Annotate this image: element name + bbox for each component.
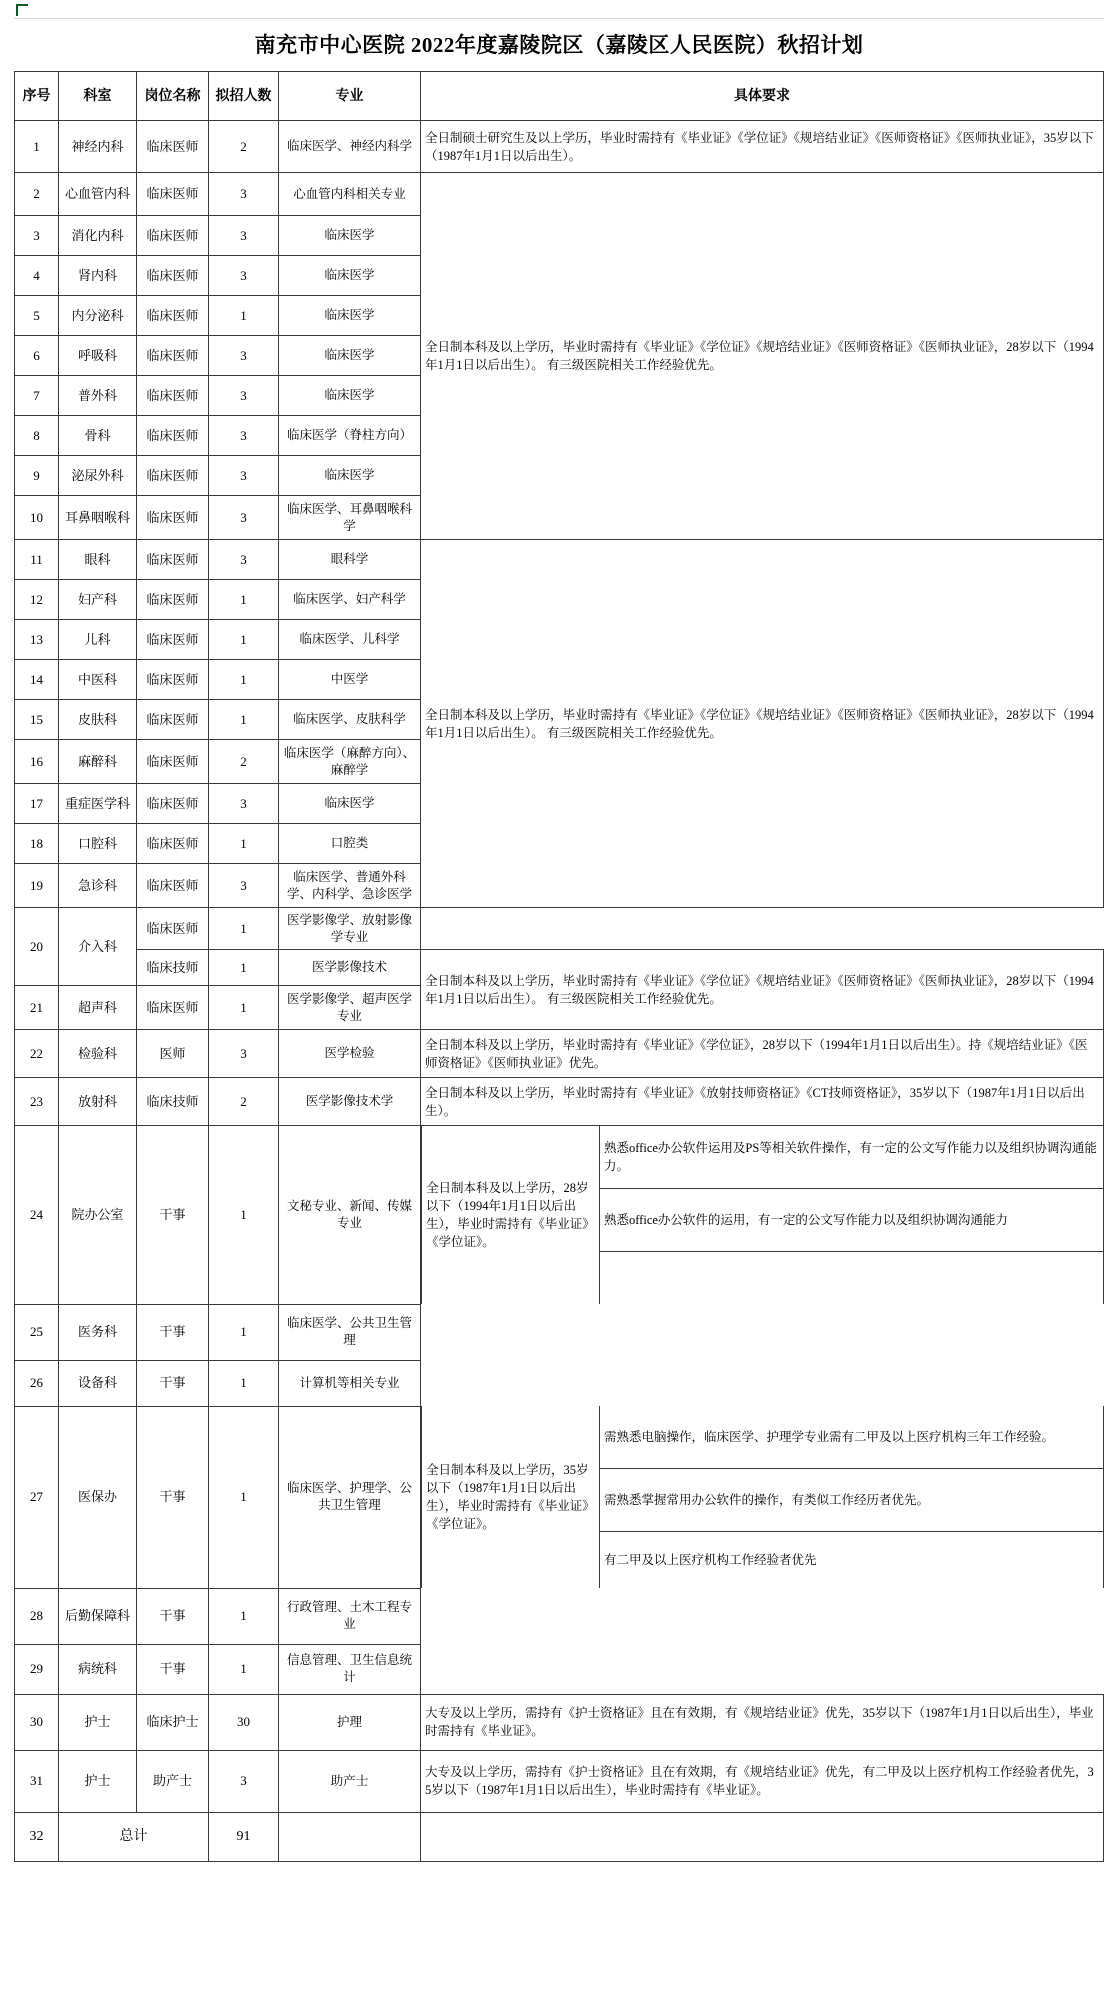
table-row [15,1126,1104,1305]
cell-index: 18 [15,824,59,864]
column-header-index: 序号 [15,72,59,121]
cell-post: 临床医师 [137,376,209,416]
cell-major: 医学影像技术 [279,950,421,986]
cell-major: 临床医学 [279,296,421,336]
cell-index: 26 [15,1360,59,1406]
cell-index: 6 [15,336,59,376]
table-row [15,1406,1104,1588]
cell-total-label: 总计 [59,1812,209,1861]
column-header-department: 科室 [59,72,137,121]
cell-requirements: 全日制本科及以上学历，毕业时需持有《毕业证》《学位证》《规培结业证》《医师资格证》《医师执业证》，28岁以下（1994年1月1日以后出生）。 有三级医院相关工作经验优先。 [421,950,1104,1030]
cell-headcount: 3 [209,496,279,540]
cell-department: 护士 [59,1750,137,1812]
cell-headcount: 1 [209,1126,279,1305]
table-row [15,950,1104,986]
cell-post: 临床医师 [137,496,209,540]
cell-major: 临床医学 [279,336,421,376]
page-title: 南充市中心医院 2022年度嘉陵院区（嘉陵区人民医院）秋招计划 [254,33,864,57]
cell-major: 临床医学、皮肤科学 [279,700,421,740]
cell-department: 肾内科 [59,256,137,296]
cell-post: 临床医师 [137,986,209,1030]
cell-headcount: 1 [209,908,279,950]
cell-post: 干事 [137,1588,209,1644]
cell-index: 16 [15,740,59,784]
cell-headcount: 3 [209,256,279,296]
cell-headcount: 1 [209,1304,279,1360]
cell-requirements: 大专及以上学历，需持有《护士资格证》且在有效期，有《规培结业证》优先，35岁以下（1987年1月1日以后出生），毕业时需持有《毕业证》。 [421,1694,1104,1750]
cell-index: 15 [15,700,59,740]
cell-requirements-split [421,1126,1104,1305]
cell-department: 神经内科 [59,121,137,173]
cell-requirements: 大专及以上学历，需持有《护士资格证》且在有效期，有《规培结业证》优先，有二甲及以上医疗机构工作经验者优先，35岁以下（1987年1月1日以后出生），毕业时需持有《毕业证》。 [421,1750,1104,1812]
cell-index: 30 [15,1694,59,1750]
cell-headcount: 2 [209,1078,279,1126]
cell-total-requirements-blank [421,1812,1104,1861]
cell-major: 医学检验 [279,1030,421,1078]
cell-department: 检验科 [59,1030,137,1078]
cell-major: 临床医学、公共卫生管理 [279,1304,421,1360]
table-row [15,1750,1104,1812]
cell-index: 27 [15,1406,59,1588]
cell-headcount: 1 [209,620,279,660]
table-row [15,540,1104,580]
cell-department: 心血管内科 [59,173,137,216]
cell-headcount: 3 [209,456,279,496]
cell-index: 7 [15,376,59,416]
cell-index: 28 [15,1588,59,1644]
cell-index: 13 [15,620,59,660]
cell-major: 眼科学 [279,540,421,580]
cell-major: 计算机等相关专业 [279,1360,421,1406]
cell-department: 重症医学科 [59,784,137,824]
cell-index: 5 [15,296,59,336]
cell-headcount: 3 [209,1030,279,1078]
cell-total-headcount: 91 [209,1812,279,1861]
cell-headcount: 3 [209,173,279,216]
cell-major: 文秘专业、新闻、传媒专业 [279,1126,421,1305]
cell-major: 临床医学（脊柱方向） [279,416,421,456]
cell-requirements: 全日制本科及以上学历，毕业时需持有《毕业证》《学位证》《规培结业证》《医师资格证》《医师执业证》，28岁以下（1994年1月1日以后出生）。 有三级医院相关工作经验优先。 [421,540,1104,908]
cell-post: 临床医师 [137,620,209,660]
cell-requirements: 全日制本科及以上学历，毕业时需持有《毕业证》《放射技师资格证》《CT技师资格证》，35岁以下（1987年1月1日以后出生）。 [421,1078,1104,1126]
cell-major: 口腔类 [279,824,421,864]
table-row [15,1078,1104,1126]
table-total-row [15,1812,1104,1861]
cell-headcount: 1 [209,1406,279,1588]
cell-requirements-extra: 需熟悉掌握常用办公软件的操作，有类似工作经历者优先。 [600,1469,1104,1532]
cell-headcount: 3 [209,864,279,908]
cell-requirements-extra: 有二甲及以上医疗机构工作经验者优先 [600,1532,1104,1589]
cell-index: 17 [15,784,59,824]
cell-department: 泌尿外科 [59,456,137,496]
cell-headcount: 3 [209,784,279,824]
cell-post: 临床医师 [137,216,209,256]
cell-department: 院办公室 [59,1126,137,1305]
cell-post: 临床技师 [137,1078,209,1126]
cell-post: 临床医师 [137,660,209,700]
cell-department: 医务科 [59,1304,137,1360]
cell-requirements-extra: 熟悉office办公软件的运用，有一定的公文写作能力以及组织协调沟通能力 [600,1189,1104,1252]
cell-index: 1 [15,121,59,173]
cell-major: 护理 [279,1694,421,1750]
cell-headcount: 1 [209,1588,279,1644]
cell-major: 医学影像学、放射影像学专业 [279,908,421,950]
cell-post: 干事 [137,1304,209,1360]
cell-post: 临床医师 [137,336,209,376]
cell-index: 3 [15,216,59,256]
cell-requirements-general: 全日制本科及以上学历，28岁以下（1994年1月1日以后出生），毕业时需持有《毕业证》《学位证》。 [422,1126,600,1304]
cell-department: 普外科 [59,376,137,416]
column-header-headcount: 拟招人数 [209,72,279,121]
cell-headcount: 3 [209,540,279,580]
cell-major: 临床医学、神经内科学 [279,121,421,173]
cell-major: 临床医学 [279,256,421,296]
cell-post: 干事 [137,1360,209,1406]
table-row [15,1360,1104,1406]
cell-index: 2 [15,173,59,216]
cell-headcount: 1 [209,296,279,336]
cell-post: 干事 [137,1126,209,1305]
cell-department: 超声科 [59,986,137,1030]
cell-index: 20 [15,908,59,986]
cell-headcount: 1 [209,824,279,864]
cell-post: 临床医师 [137,864,209,908]
cell-index: 8 [15,416,59,456]
cell-headcount: 3 [209,216,279,256]
cell-headcount: 2 [209,121,279,173]
cell-department: 妇产科 [59,580,137,620]
cell-major: 临床医学、护理学、公共卫生管理 [279,1406,421,1588]
cell-post: 临床医师 [137,121,209,173]
cell-department: 护士 [59,1694,137,1750]
cell-index: 10 [15,496,59,540]
cell-department: 皮肤科 [59,700,137,740]
cell-major: 心血管内科相关专业 [279,173,421,216]
cell-major: 医学影像学、超声医学专业 [279,986,421,1030]
cell-major: 临床医学（麻醉方向）、麻醉学 [279,740,421,784]
cell-headcount: 1 [209,700,279,740]
cell-index: 32 [15,1812,59,1861]
cell-department: 麻醉科 [59,740,137,784]
cell-headcount: 3 [209,416,279,456]
recruitment-plan-table [14,71,1104,1862]
cell-headcount: 3 [209,376,279,416]
cell-major: 中医学 [279,660,421,700]
cell-headcount: 1 [209,580,279,620]
cell-requirements-split [421,1406,1104,1588]
cell-department: 内分泌科 [59,296,137,336]
cell-post: 临床医师 [137,296,209,336]
cell-post: 临床医师 [137,908,209,950]
cell-post: 临床医师 [137,540,209,580]
column-header-post: 岗位名称 [137,72,209,121]
cell-index: 22 [15,1030,59,1078]
cell-index: 21 [15,986,59,1030]
cell-index: 29 [15,1644,59,1694]
cell-major: 行政管理、土木工程专业 [279,1588,421,1644]
column-header-requirements: 具体要求 [421,72,1104,121]
cell-headcount: 3 [209,1750,279,1812]
cell-department: 后勤保障科 [59,1588,137,1644]
cell-requirements-general: 全日制本科及以上学历，35岁以下（1987年1月1日以后出生），毕业时需持有《毕业证》《学位证》。 [422,1406,600,1588]
column-header-major: 专业 [279,72,421,121]
cell-department: 设备科 [59,1360,137,1406]
cell-major: 医学影像技术学 [279,1078,421,1126]
cell-index: 25 [15,1304,59,1360]
cell-major: 临床医学 [279,216,421,256]
cell-post: 医师 [137,1030,209,1078]
cell-headcount: 1 [209,950,279,986]
cell-post: 临床医师 [137,416,209,456]
cell-post: 临床医师 [137,784,209,824]
cell-post: 临床医师 [137,580,209,620]
cell-department: 消化内科 [59,216,137,256]
cell-major: 临床医学 [279,376,421,416]
cell-major: 信息管理、卫生信息统计 [279,1644,421,1694]
cell-department: 医保办 [59,1406,137,1588]
cell-total-major-blank [279,1812,421,1861]
cell-major: 临床医学、普通外科学、内科学、急诊医学 [279,864,421,908]
cell-requirements-extra: 需熟悉电脑操作，临床医学、护理学专业需有二甲及以上医疗机构三年工作经验。 [600,1406,1104,1469]
cell-department: 耳鼻咽喉科 [59,496,137,540]
cell-department: 呼吸科 [59,336,137,376]
cell-post: 干事 [137,1406,209,1588]
cell-major: 临床医学、儿科学 [279,620,421,660]
table-row [15,1644,1104,1694]
cell-department: 急诊科 [59,864,137,908]
table-row [15,1588,1104,1644]
cell-index: 4 [15,256,59,296]
cell-index: 23 [15,1078,59,1126]
cell-post: 临床医师 [137,456,209,496]
cell-post: 临床技师 [137,950,209,986]
cell-headcount: 1 [209,1644,279,1694]
cell-major: 助产士 [279,1750,421,1812]
cell-headcount: 3 [209,336,279,376]
cell-headcount: 1 [209,986,279,1030]
cell-index: 12 [15,580,59,620]
cell-headcount: 1 [209,660,279,700]
cell-requirements: 全日制本科及以上学历，毕业时需持有《毕业证》《学位证》《规培结业证》《医师资格证》《医师执业证》，28岁以下（1994年1月1日以后出生）。 有三级医院相关工作经验优先。 [421,173,1104,540]
cell-post: 临床护士 [137,1694,209,1750]
sheet-top-strip [14,10,1104,19]
cell-department: 口腔科 [59,824,137,864]
cell-department: 中医科 [59,660,137,700]
cell-index: 11 [15,540,59,580]
cell-headcount: 2 [209,740,279,784]
cell-major: 临床医学 [279,456,421,496]
cell-requirements-extra: 熟悉office办公软件运用及PS等相关软件操作，有一定的公文写作能力以及组织协调沟通能力。 [600,1126,1104,1189]
cell-major: 临床医学、耳鼻咽喉科学 [279,496,421,540]
cell-major: 临床医学、妇产科学 [279,580,421,620]
cell-index: 19 [15,864,59,908]
table-row [15,1030,1104,1078]
cell-department: 病统科 [59,1644,137,1694]
cell-index: 24 [15,1126,59,1305]
cell-headcount: 30 [209,1694,279,1750]
cell-index: 14 [15,660,59,700]
table-row [15,121,1104,173]
cell-post: 临床医师 [137,700,209,740]
page-corner-marker [16,4,28,16]
cell-post: 临床医师 [137,740,209,784]
cell-index: 31 [15,1750,59,1812]
cell-post: 临床医师 [137,173,209,216]
cell-department: 介入科 [59,908,137,986]
cell-department: 儿科 [59,620,137,660]
cell-department: 骨科 [59,416,137,456]
cell-requirements: 全日制本科及以上学历，毕业时需持有《毕业证》《学位证》，28岁以下（1994年1月1日以后出生）。持《规培结业证》《医师资格证》《医师执业证》优先。 [421,1030,1104,1078]
cell-post: 临床医师 [137,824,209,864]
cell-headcount: 1 [209,1360,279,1406]
cell-post: 助产士 [137,1750,209,1812]
cell-post: 临床医师 [137,256,209,296]
table-row [15,1304,1104,1360]
table-row [15,908,1104,950]
table-header-row [15,72,1104,121]
cell-requirements: 全日制硕士研究生及以上学历，毕业时需持有《毕业证》《学位证》《规培结业证》《医师资格证》《医师执业证》，35岁以下（1987年1月1日以后出生）。 [421,121,1104,173]
cell-index: 9 [15,456,59,496]
table-row [15,173,1104,216]
cell-post: 干事 [137,1644,209,1694]
cell-department: 放射科 [59,1078,137,1126]
cell-major: 临床医学 [279,784,421,824]
cell-department: 眼科 [59,540,137,580]
cell-requirements-extra [600,1252,1104,1305]
table-row [15,1694,1104,1750]
